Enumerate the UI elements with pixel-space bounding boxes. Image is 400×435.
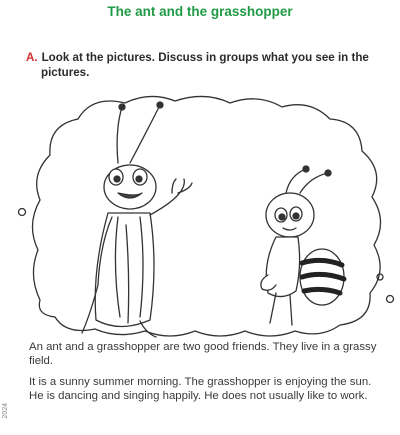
bubble-small-3 (387, 296, 394, 303)
grasshopper (82, 102, 192, 337)
paragraph-1: An ant and a grasshopper are two good friends. They live in a grassy field. (29, 341, 377, 367)
bubble-small-2 (377, 274, 383, 280)
instruction (26, 50, 386, 80)
instruction-letter: A. (26, 51, 38, 64)
instruction-line-1: Look at the pictures. Discuss in groups what you see in the (41, 51, 369, 64)
paragraph-2: It is a sunny summer morning. The grasshopper is enjoying the sun. He is dancing and singing happily. He does not usually like to work. (29, 376, 372, 402)
page-title: The ant and the grasshopper (107, 4, 293, 19)
instruction-line-2: pictures. (41, 66, 90, 79)
ant (261, 166, 344, 325)
page-code: 2024 (2, 403, 9, 419)
bubble-small-1 (19, 209, 26, 216)
illustration-thought-cloud (0, 85, 400, 340)
